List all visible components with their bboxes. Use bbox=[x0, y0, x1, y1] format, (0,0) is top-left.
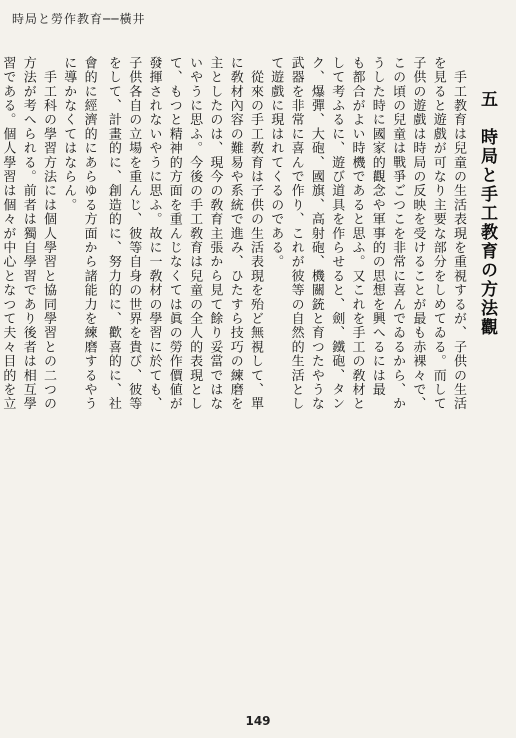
text-column: 從來の手工敎育は子供の生活表現を殆ど無視して、單 bbox=[248, 56, 263, 411]
text-column: も都合がよい時機であると思ふ。又これを手工の敎材と bbox=[349, 56, 365, 411]
section-heading: 五 時局と手工教育の方法觀 bbox=[477, 90, 497, 337]
text-column: して考ふるに、遊び道具を作らせると、劍、鐵砲、タン bbox=[329, 56, 345, 411]
text-column: に導かなくてはならん。 bbox=[61, 56, 77, 213]
text-column: 會的に經濟的にあらゆる方面から諸能力を練磨するやう bbox=[81, 56, 97, 411]
text-column: に敎材內容の難易や系統で進み、ひたすら技巧の練磨を bbox=[227, 56, 243, 411]
text-column: 手工教育は兒童の生活表現を重視するが、子供の生活 bbox=[451, 56, 466, 411]
text-column: 子供各自の立場を重んじ、彼等自身の世界を貴び、彼等 bbox=[126, 56, 142, 411]
text-column: この頃の兒童は戰爭ごつこを非常に喜んでゐるから、か bbox=[390, 56, 406, 411]
page-number: 149 bbox=[245, 714, 271, 728]
text-column: 子供の遊戲は時局の反映を受けることが最も赤裸々で、 bbox=[410, 56, 426, 411]
text-column: 武器を非常に喜んで作り、これが彼等の自然的生活とし bbox=[288, 56, 304, 411]
text-column: を見ると遊戲が可なり主要な部分をしめてゐる。而して bbox=[430, 56, 446, 411]
text-column: 方法が考へられる。前者は獨自學習であり後者は相互學 bbox=[20, 56, 36, 411]
text-column: て遊戲に現はれてくるのである。 bbox=[268, 56, 284, 269]
text-column: 手工科の學習方法には個人學習と協同學習との二つの bbox=[41, 56, 56, 411]
text-column: 主としたのは、現今の敎育主張から見て餘り妥當ではな bbox=[207, 56, 223, 411]
text-column: 發揮されないやうに思ふ。故に一敎材の學習に於ても、 bbox=[146, 56, 162, 411]
text-column: ク、爆彈、大砲、國旗、高射砲、機關銃と育つたやうな bbox=[308, 56, 324, 411]
text-column: いやうに思ふ。今後の手工敎育は兒童の全人的表現とし bbox=[187, 56, 203, 411]
text-column: うした時に國家的觀念や軍事的の思想を興へるには最 bbox=[369, 56, 385, 397]
text-column: て、もつと精神的方面を重んじなくては眞の勞作價値が bbox=[166, 56, 182, 411]
text-column: をして、計畫的に、創造的に、努力的に、歡喜的に、社 bbox=[105, 56, 121, 411]
running-header: 時局と勞作教育──橫井 bbox=[12, 12, 146, 26]
text-column: 習である。個人學習は個々が中心となつて夫々目的を立 bbox=[0, 56, 16, 411]
